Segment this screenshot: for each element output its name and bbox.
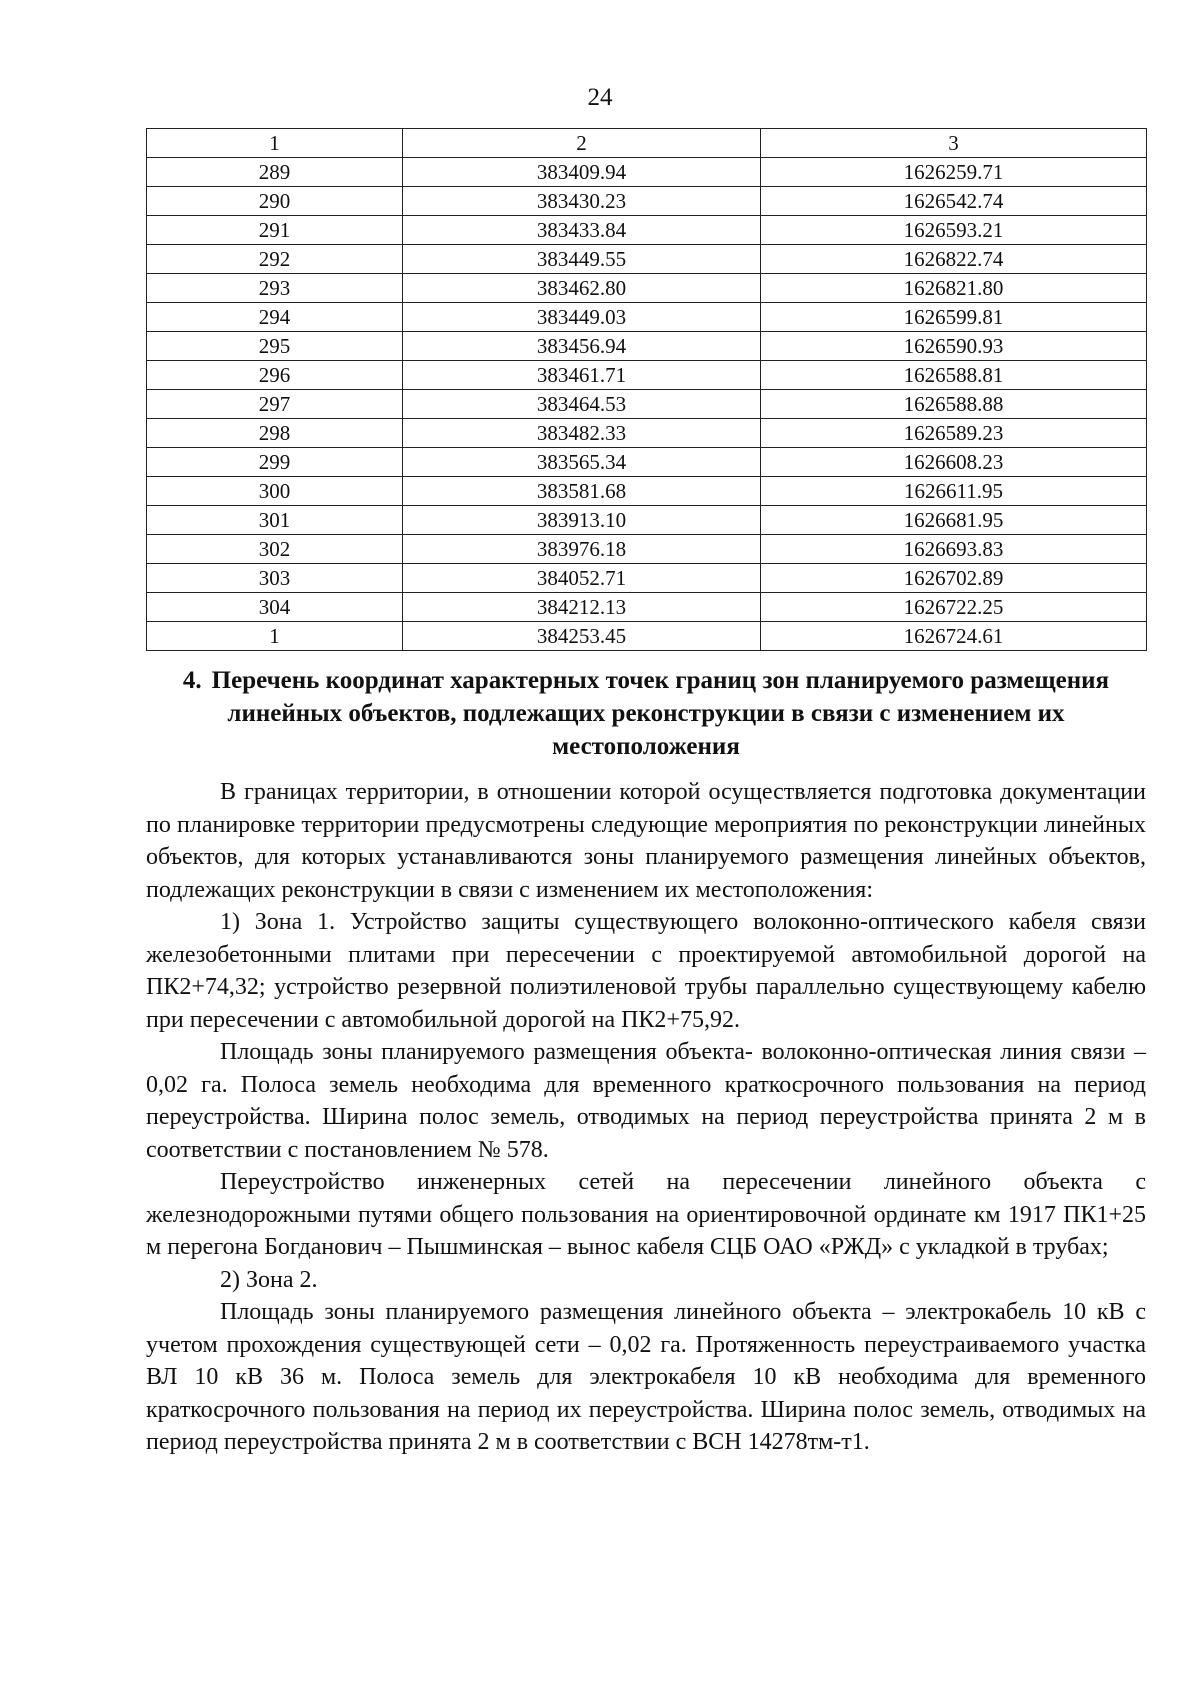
table-row [147,448,1147,477]
x-coordinate-cell: 384212.13 [403,593,761,622]
paragraph: В границах территории, в отношении которой осуществляется подготовка документации по планировке территории предусмотрены следующие мероприятия по реконструкции линейных объектов, для которых устанавливаются зоны планируемого размещения линейных объектов, подлежащих реконструкции в связи с изменением их местоположения: [146,779,1146,903]
point-number-cell: 302 [147,535,403,564]
y-coordinate-cell: 1626542.74 [761,187,1147,216]
x-coordinate-cell: 383462.80 [403,274,761,303]
table-body [147,158,1147,651]
x-coordinate-cell: 383409.94 [403,158,761,187]
x-coordinate-cell: 383449.55 [403,245,761,274]
table-row [147,361,1147,390]
table-row [147,187,1147,216]
table-row [147,622,1147,651]
point-number-cell: 303 [147,564,403,593]
y-coordinate-cell: 1626693.83 [761,535,1147,564]
page-number: 24 [587,84,613,111]
paragraph: Площадь зоны планируемого размещения объекта- волоконно-оптическая линия связи – 0,02 га. Полоса земель необходима для временного краткосрочного пользования на период переустройства. Ширина полос земель, отводимых на период переустройства принята 2 м в соответствии с постановлением № 578. [146,1039,1146,1163]
y-coordinate-cell: 1626588.88 [761,390,1147,419]
table-row [147,158,1147,187]
x-coordinate-cell: 383456.94 [403,332,761,361]
paragraph: Переустройство инженерных сетей на пересечении линейного объекта с железнодорожными путями общего пользования на ориентировочной ординате км 1917 ПК1+25 м перегона Богданович – Пышминская – вынос кабеля СЦБ ОАО «РЖД» с укладкой в трубах; [146,1169,1146,1260]
y-coordinate-cell: 1626599.81 [761,303,1147,332]
y-coordinate-cell: 1626821.80 [761,274,1147,303]
x-coordinate-cell: 383581.68 [403,477,761,506]
x-coordinate-cell: 383430.23 [403,187,761,216]
section-title: Перечень координат характерных точек границ зон планируемого размещения линейных объектов, подлежащих реконструкции в связи с изменением их местоположения [211,667,1110,760]
coordinates-table [146,128,1147,651]
paragraph: 2) Зона 2. [220,1266,318,1293]
table-row [147,390,1147,419]
point-number-cell: 290 [147,187,403,216]
table-row [147,477,1147,506]
y-coordinate-cell: 1626722.25 [761,593,1147,622]
y-coordinate-cell: 1626589.23 [761,419,1147,448]
x-coordinate-cell: 383449.03 [403,303,761,332]
y-coordinate-cell: 1626590.93 [761,332,1147,361]
y-coordinate-cell: 1626611.95 [761,477,1147,506]
point-number-cell: 294 [147,303,403,332]
point-number-cell: 299 [147,448,403,477]
point-number-cell: 291 [147,216,403,245]
point-number-cell: 296 [147,361,403,390]
point-number-cell: 297 [147,390,403,419]
paragraph: Площадь зоны планируемого размещения линейного объекта – электрокабель 10 кВ с учетом прохождения существующей сети – 0,02 га. Протяженность переустраиваемого участка ВЛ 10 кВ 36 м. Полоса земель для электрокабеля 10 кВ необходима для временного краткосрочного пользования на период их переустройства. Ширина полос земель, отводимых на период переустройства принята 2 м в соответствии с ВСН 14278тм-т1. [146,1299,1146,1455]
table-header-row [147,129,1147,158]
body-text [146,776,1146,1459]
point-number-cell: 304 [147,593,403,622]
table-row [147,419,1147,448]
y-coordinate-cell: 1626702.89 [761,564,1147,593]
y-coordinate-cell: 1626724.61 [761,622,1147,651]
table-row [147,216,1147,245]
x-coordinate-cell: 383565.34 [403,448,761,477]
y-coordinate-cell: 1626588.81 [761,361,1147,390]
table-row [147,506,1147,535]
header-point-number: 1 [147,129,403,158]
point-number-cell: 1 [147,622,403,651]
x-coordinate-cell: 383433.84 [403,216,761,245]
y-coordinate-cell: 1626593.21 [761,216,1147,245]
point-number-cell: 293 [147,274,403,303]
y-coordinate-cell: 1626608.23 [761,448,1147,477]
header-coordinate-y: 3 [761,129,1147,158]
point-number-cell: 298 [147,419,403,448]
x-coordinate-cell: 383976.18 [403,535,761,564]
x-coordinate-cell: 384052.71 [403,564,761,593]
table-header [147,129,1147,158]
section-heading [146,664,1146,763]
table-row [147,593,1147,622]
x-coordinate-cell: 384253.45 [403,622,761,651]
x-coordinate-cell: 383482.33 [403,419,761,448]
table-row [147,564,1147,593]
y-coordinate-cell: 1626822.74 [761,245,1147,274]
header-coordinate-x: 2 [403,129,761,158]
table-row [147,332,1147,361]
y-coordinate-cell: 1626681.95 [761,506,1147,535]
x-coordinate-cell: 383461.71 [403,361,761,390]
section-number: 4. [182,667,202,694]
table-row [147,274,1147,303]
table-row [147,535,1147,564]
point-number-cell: 300 [147,477,403,506]
paragraph: 1) Зона 1. Устройство защиты существующего волоконно-оптического кабеля связи железобетонными плитами при пересечении с проектируемой автомобильной дорогой на ПК2+74,32; устройство резервной полиэтиленовой трубы параллельно существующему кабелю при пересечении с автомобильной дорогой на ПК2+75,92. [146,909,1146,1033]
point-number-cell: 292 [147,245,403,274]
table-row [147,245,1147,274]
point-number-cell: 301 [147,506,403,535]
y-coordinate-cell: 1626259.71 [761,158,1147,187]
x-coordinate-cell: 383464.53 [403,390,761,419]
point-number-cell: 289 [147,158,403,187]
table-row [147,303,1147,332]
x-coordinate-cell: 383913.10 [403,506,761,535]
point-number-cell: 295 [147,332,403,361]
